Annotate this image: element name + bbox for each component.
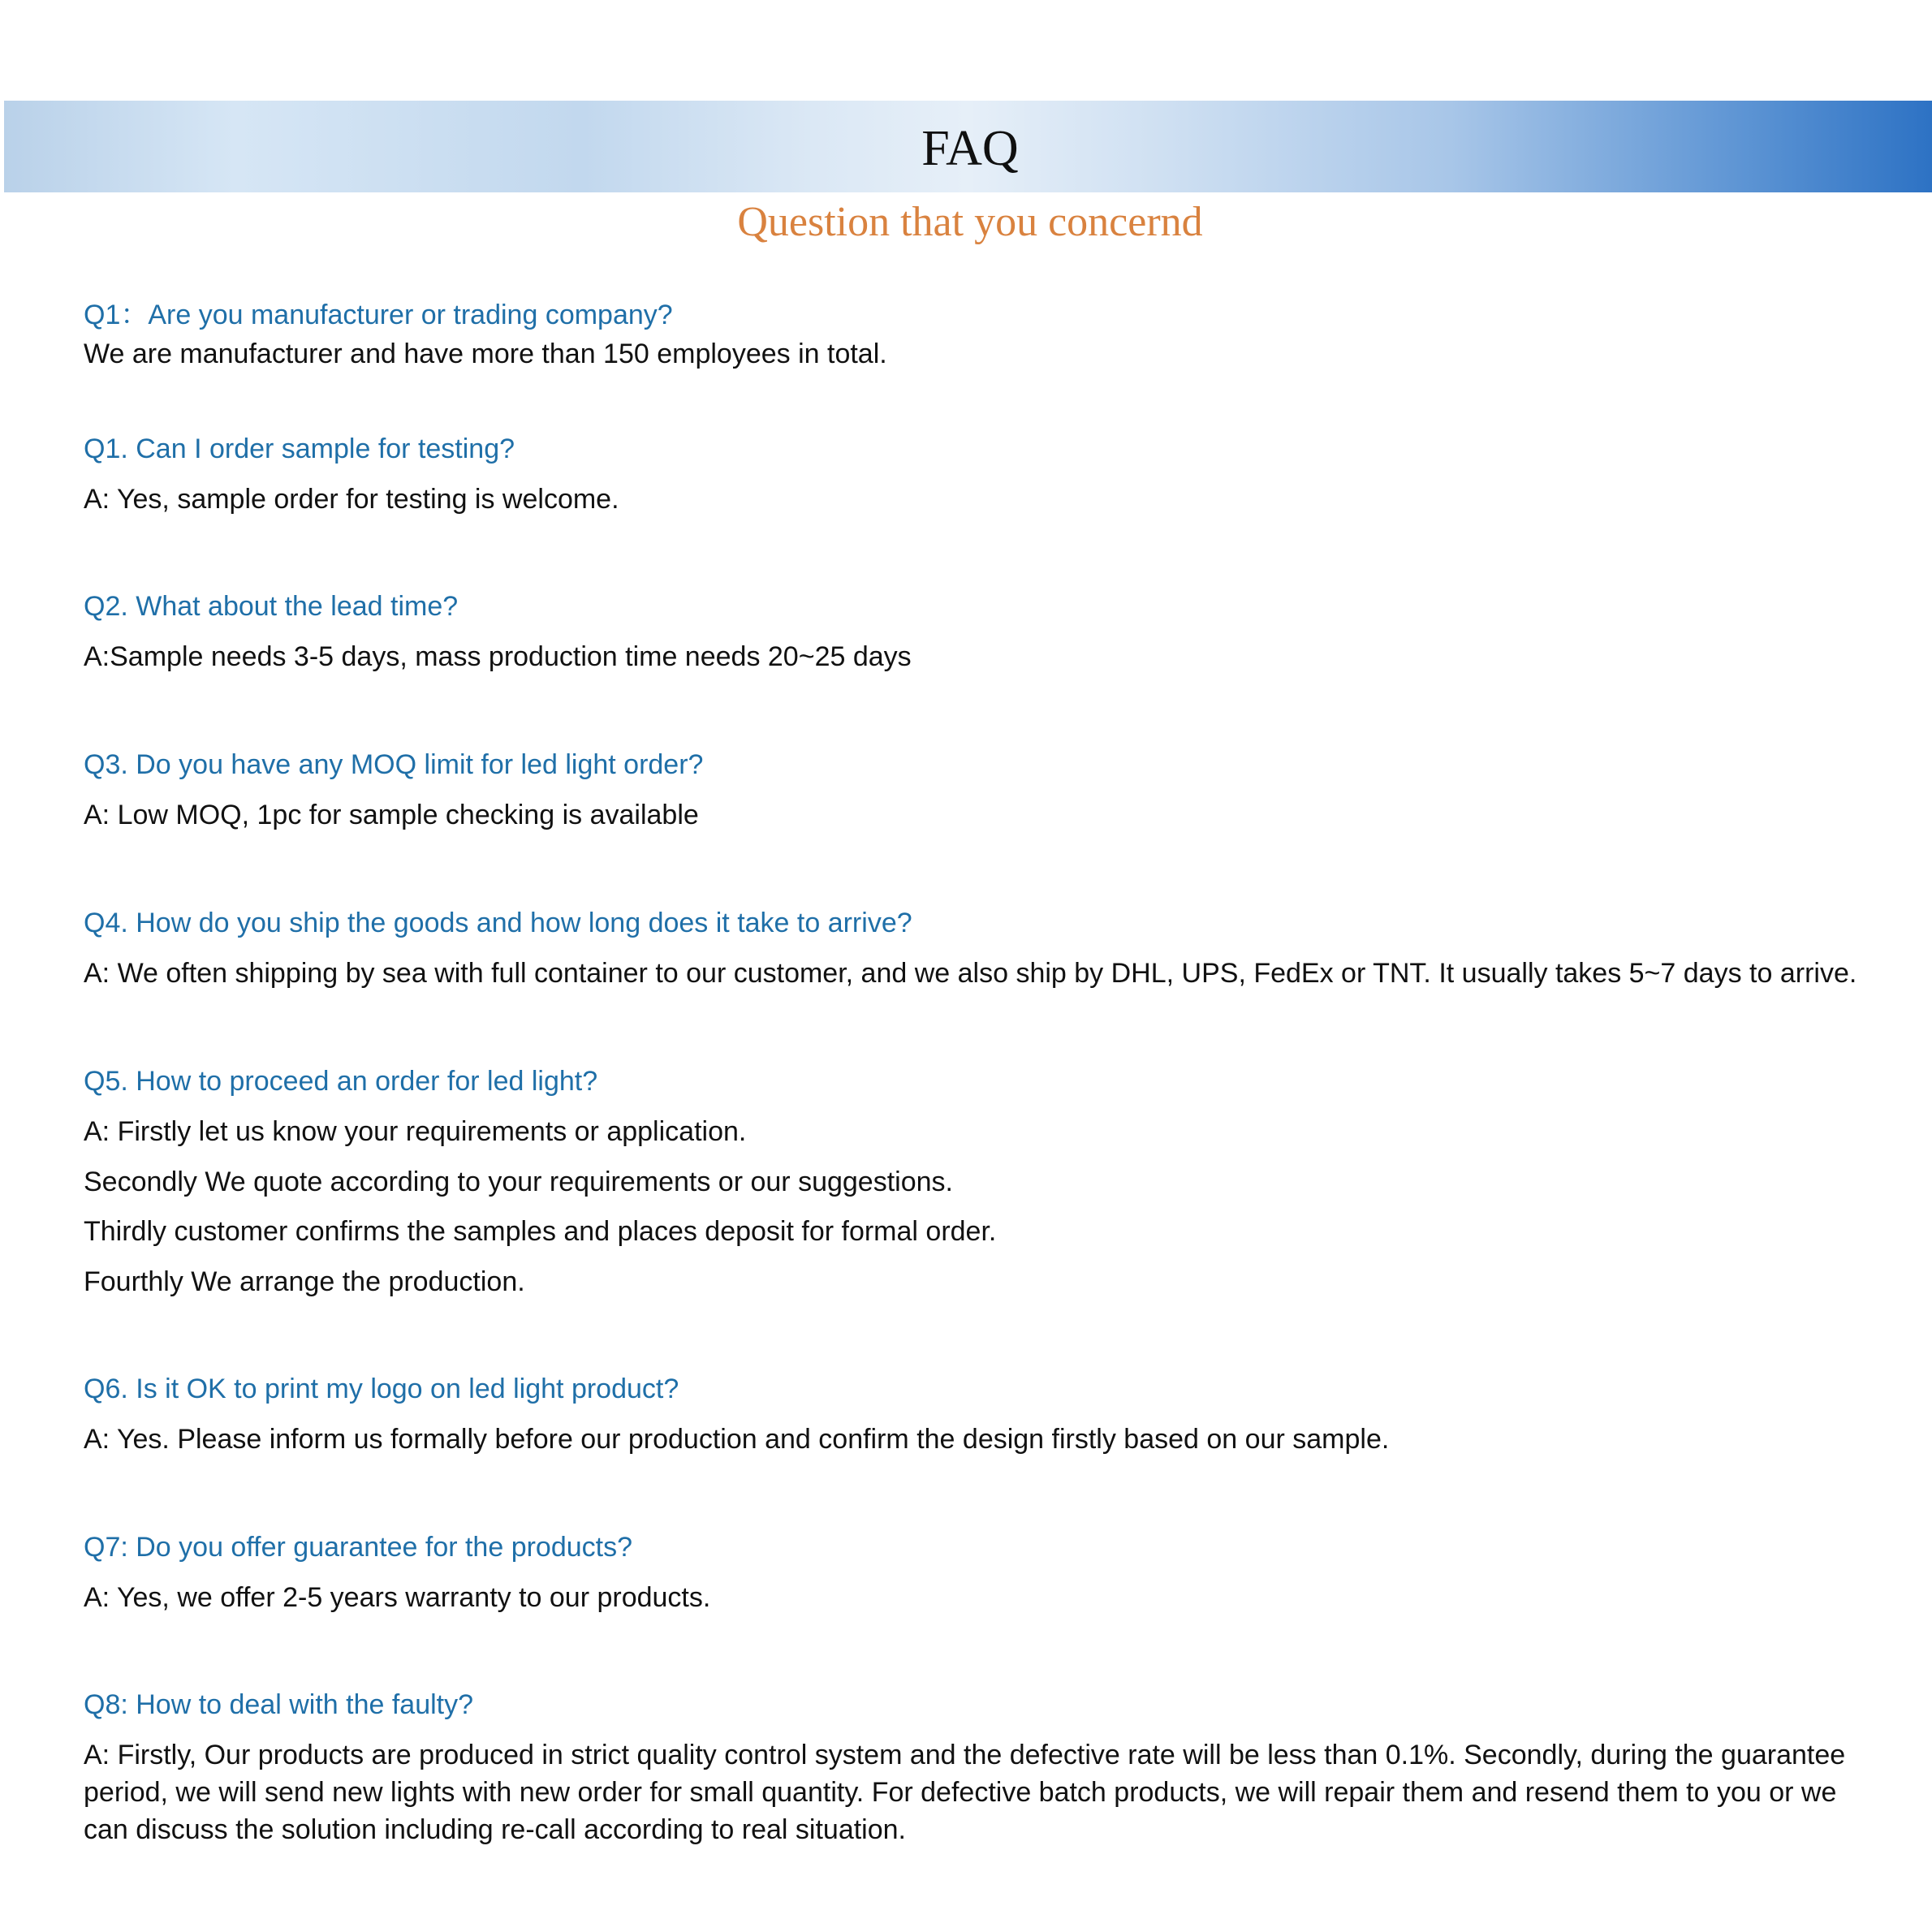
faq-answer-2: A: Yes, sample order for testing is welcome. (84, 484, 619, 515)
faq-question-6: Q5. How to proceed an order for led light? (84, 1066, 598, 1097)
faq-answer-7: A: Yes. Please inform us formally before our production and confirm the design firstly based on our sample. (84, 1424, 1390, 1455)
faq-question-1: Q1：Are you manufacturer or trading company? (84, 300, 673, 330)
page-subtitle: Question that you concernd (737, 199, 1203, 245)
faq-answer-6-line-4: Fourthly We arrange the production. (84, 1266, 525, 1297)
faq-question-9: Q8: How to deal with the faulty? (84, 1689, 474, 1720)
faq-answer-6-line-3: Thirdly customer confirms the samples and places deposit for formal order. (84, 1216, 997, 1247)
faq-answer-3: A:Sample needs 3-5 days, mass production time needs 20~25 days (84, 641, 912, 672)
page-title: FAQ (921, 121, 1019, 176)
faq-question-2: Q1. Can I order sample for testing? (84, 433, 515, 464)
faq-answer-8: A: Yes, we offer 2-5 years warranty to our products. (84, 1582, 711, 1613)
faq-question-4: Q3. Do you have any MOQ limit for led light order? (84, 749, 704, 780)
faq-question-5: Q4. How do you ship the goods and how long does it take to arrive? (84, 908, 912, 938)
faq-question-3: Q2. What about the lead time? (84, 591, 459, 622)
faq-answer-1: We are manufacturer and have more than 150 employees in total. (84, 339, 887, 369)
faq-answer-5: A: We often shipping by sea with full container to our customer, and we also ship by DHL, UPS, FedEx or TNT. It usually takes 5~7 days to arrive. (84, 958, 1857, 989)
faq-answer-4: A: Low MOQ, 1pc for sample checking is available (84, 800, 699, 830)
faq-answer-9: A: Firstly, Our products are produced in strict quality control system and the defective rate will be less than 0.1%. Secondly, during the guarantee period, we will send new lights with new order for small quantity. For defective batch products, we will repair them and resend them to you or we can discuss the solution including re-call according to real situation. (84, 1740, 1846, 1845)
faq-answer-6-line-1: A: Firstly let us know your requirements or application. (84, 1116, 747, 1147)
faq-answer-6-line-2: Secondly We quote according to your requirements or our suggestions. (84, 1167, 953, 1197)
faq-question-8: Q7: Do you offer guarantee for the products? (84, 1532, 633, 1563)
faq-question-7: Q6. Is it OK to print my logo on led light product? (84, 1374, 679, 1404)
